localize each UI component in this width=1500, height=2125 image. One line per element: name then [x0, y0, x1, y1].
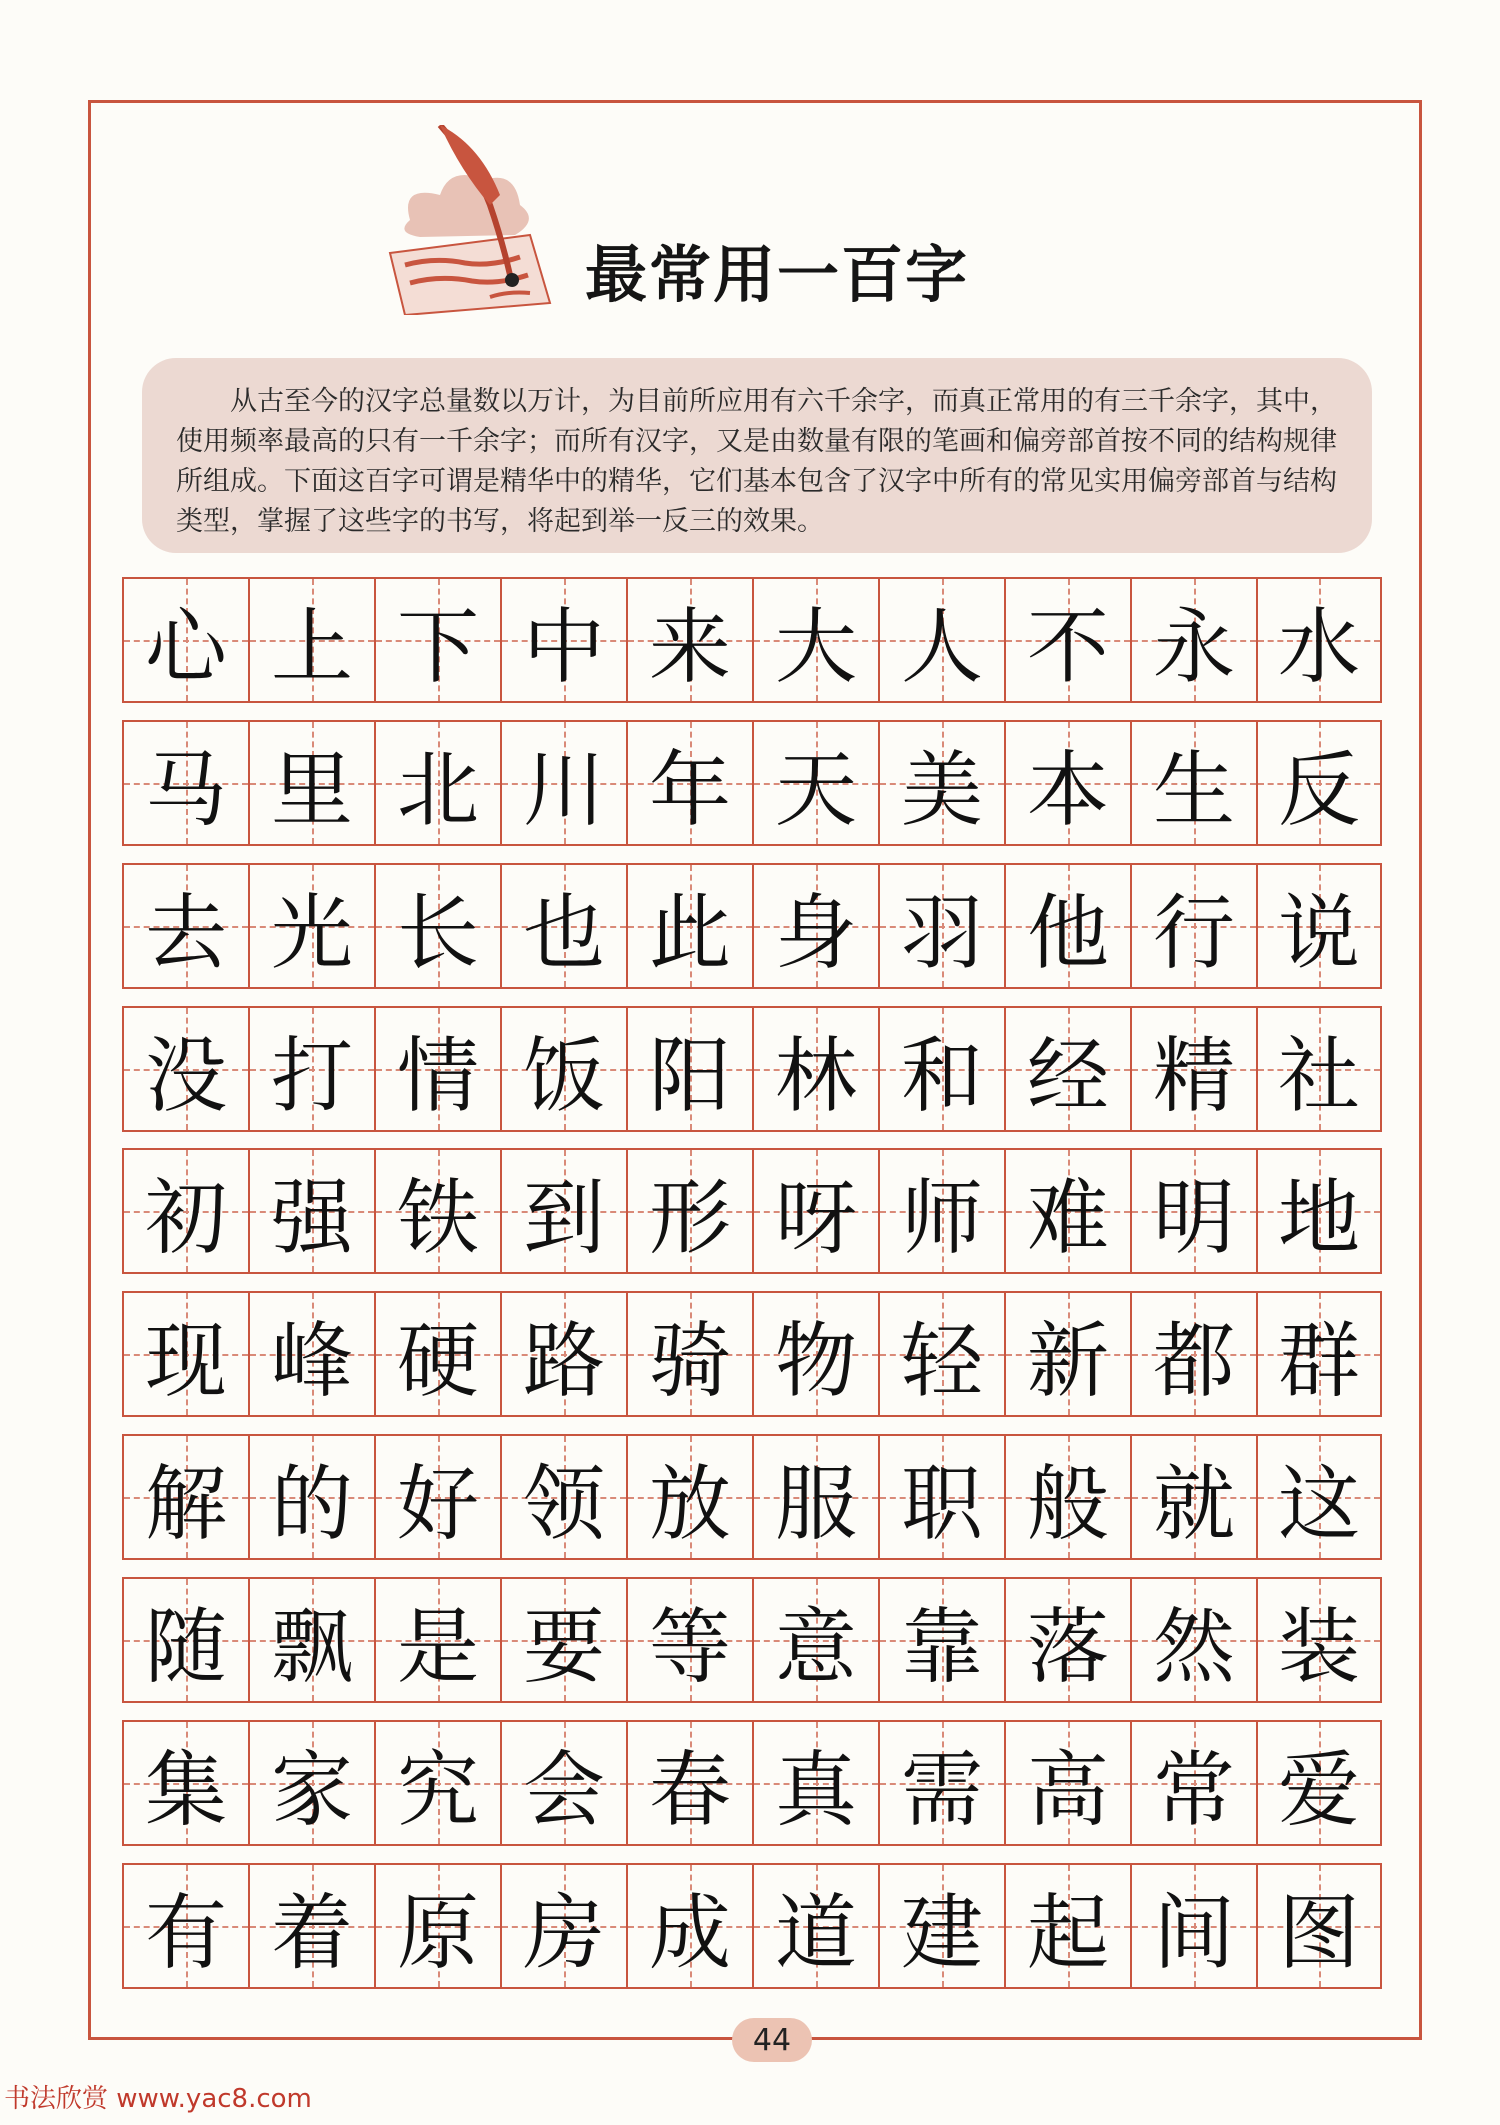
character-cell: [1256, 863, 1382, 989]
character-glyph: 他: [1026, 885, 1109, 981]
character-glyph: 新: [1026, 1313, 1109, 1409]
character-cell: [626, 1577, 752, 1703]
page-title: 最常用一百字: [585, 238, 970, 311]
character-cell: [626, 1863, 752, 1989]
character-glyph: 落: [1026, 1599, 1109, 1695]
character-cell: [878, 720, 1004, 846]
title-area: [380, 125, 1080, 325]
character-glyph: 马: [144, 742, 227, 838]
character-cell: [248, 577, 374, 703]
character-cell: [374, 1291, 500, 1417]
character-glyph: 道: [774, 1885, 857, 1981]
character-cell: [878, 1434, 1004, 1560]
character-glyph: 里: [270, 742, 353, 838]
character-glyph: 阳: [648, 1028, 731, 1124]
character-glyph: 上: [270, 599, 353, 695]
character-glyph: 说: [1277, 885, 1360, 981]
character-glyph: 需: [900, 1742, 983, 1838]
character-glyph: 到: [522, 1170, 605, 1266]
character-cell: [878, 577, 1004, 703]
character-glyph: 精: [1152, 1028, 1235, 1124]
character-glyph: 意: [774, 1599, 857, 1695]
character-glyph: 爱: [1277, 1742, 1360, 1838]
character-glyph: 和: [900, 1028, 983, 1124]
character-glyph: 起: [1026, 1885, 1109, 1981]
character-cell: [878, 1863, 1004, 1989]
character-glyph: 下: [396, 599, 479, 695]
character-glyph: 去: [144, 885, 227, 981]
character-cell: [248, 863, 374, 989]
character-glyph: 路: [522, 1313, 605, 1409]
character-cell: [248, 1720, 374, 1846]
character-glyph: 林: [774, 1028, 857, 1124]
character-glyph: 真: [774, 1742, 857, 1838]
character-glyph: 心: [144, 599, 227, 695]
character-glyph: 人: [900, 599, 983, 695]
character-glyph: 然: [1152, 1599, 1235, 1695]
character-glyph: 羽: [900, 885, 983, 981]
character-glyph: 情: [396, 1028, 479, 1124]
character-cell: [1256, 1577, 1382, 1703]
character-row: [122, 1434, 1384, 1560]
character-glyph: 美: [900, 742, 983, 838]
character-cell: [752, 1720, 878, 1846]
character-cell: [878, 1006, 1004, 1132]
character-glyph: 就: [1152, 1456, 1235, 1552]
character-glyph: 究: [396, 1742, 479, 1838]
character-cell: [1256, 1720, 1382, 1846]
quill-pen-and-paper-icon: [380, 125, 590, 315]
character-cell: [752, 577, 878, 703]
character-glyph: 的: [270, 1456, 353, 1552]
character-cell: [1130, 1434, 1256, 1560]
character-cell: [122, 720, 248, 846]
character-glyph: 领: [522, 1456, 605, 1552]
character-glyph: 家: [270, 1742, 353, 1838]
character-glyph: 师: [900, 1170, 983, 1266]
character-glyph: 明: [1152, 1170, 1235, 1266]
character-cell: [1004, 1863, 1130, 1989]
character-glyph: 地: [1277, 1170, 1360, 1266]
character-cell: [878, 1291, 1004, 1417]
character-glyph: 高: [1026, 1742, 1109, 1838]
character-glyph: 常: [1152, 1742, 1235, 1838]
character-row: [122, 577, 1384, 703]
character-cell: [122, 1434, 248, 1560]
character-glyph: 行: [1152, 885, 1235, 981]
character-glyph: 铁: [396, 1170, 479, 1266]
character-glyph: 社: [1277, 1028, 1360, 1124]
character-cell: [878, 1148, 1004, 1274]
character-glyph: 中: [522, 599, 605, 695]
character-cell: [374, 1006, 500, 1132]
character-row: [122, 1863, 1384, 1989]
character-cell: [1130, 1863, 1256, 1989]
character-glyph: 骑: [648, 1313, 731, 1409]
character-cell: [1004, 1291, 1130, 1417]
character-cell: [626, 1148, 752, 1274]
character-cell: [752, 1006, 878, 1132]
character-cell: [500, 720, 626, 846]
character-row: [122, 720, 1384, 846]
character-cell: [122, 577, 248, 703]
character-cell: [122, 1291, 248, 1417]
character-glyph: 光: [270, 885, 353, 981]
character-glyph: 好: [396, 1456, 479, 1552]
character-cell: [374, 1720, 500, 1846]
character-cell: [1256, 1863, 1382, 1989]
character-cell: [752, 1291, 878, 1417]
character-cell: [626, 1291, 752, 1417]
character-cell: [1130, 1577, 1256, 1703]
character-glyph: 装: [1277, 1599, 1360, 1695]
character-cell: [248, 720, 374, 846]
character-cell: [500, 1291, 626, 1417]
character-glyph: 解: [144, 1456, 227, 1552]
character-glyph: 等: [648, 1599, 731, 1695]
character-cell: [122, 1720, 248, 1846]
character-glyph: 生: [1152, 742, 1235, 838]
character-cell: [1004, 1434, 1130, 1560]
character-cell: [122, 1006, 248, 1132]
character-cell: [248, 1434, 374, 1560]
character-glyph: 这: [1277, 1456, 1360, 1552]
character-row: [122, 1291, 1384, 1417]
character-glyph: 原: [396, 1885, 479, 1981]
character-glyph: 靠: [900, 1599, 983, 1695]
character-glyph: 群: [1277, 1313, 1360, 1409]
character-cell: [1256, 1006, 1382, 1132]
character-cell: [500, 1577, 626, 1703]
character-glyph: 天: [774, 742, 857, 838]
character-cell: [1256, 1148, 1382, 1274]
character-cell: [374, 1148, 500, 1274]
character-cell: [1004, 863, 1130, 989]
character-cell: [752, 863, 878, 989]
character-glyph: 长: [396, 885, 479, 981]
character-cell: [122, 863, 248, 989]
character-glyph: 现: [144, 1313, 227, 1409]
character-cell: [1004, 1148, 1130, 1274]
character-cell: [626, 1720, 752, 1846]
character-row: [122, 1006, 1384, 1132]
character-glyph: 年: [648, 742, 731, 838]
character-glyph: 形: [648, 1170, 731, 1266]
intro-paragraph: 从古至今的汉字总量数以万计，为目前所应用有六千余字，而真正常用的有三千余字，其中，使用频率最高的只有一千余字；而所有汉字，又是由数量有限的笔画和偏旁部首按不同的结构规律所组成。下面这百字可谓是精华中的精华，它们基本包含了汉字中所有的常见实用偏旁部首与结构类型，掌握了这些字的书写，将起到举一反三的效果。: [142, 358, 1372, 553]
character-cell: [1130, 1720, 1256, 1846]
character-cell: [122, 1148, 248, 1274]
character-cell: [1004, 1720, 1130, 1846]
character-glyph: 硬: [396, 1313, 479, 1409]
character-glyph: 放: [648, 1456, 731, 1552]
character-glyph: 职: [900, 1456, 983, 1552]
character-glyph: 本: [1026, 742, 1109, 838]
character-cell: [500, 577, 626, 703]
character-glyph: 建: [900, 1885, 983, 1981]
character-glyph: 春: [648, 1742, 731, 1838]
character-row: [122, 1148, 1384, 1274]
page-number: 44: [732, 2018, 812, 2062]
character-cell: [626, 1006, 752, 1132]
character-cell: [626, 577, 752, 703]
character-glyph: 都: [1152, 1313, 1235, 1409]
character-cell: [374, 1434, 500, 1560]
character-cell: [1256, 1434, 1382, 1560]
character-cell: [500, 1006, 626, 1132]
character-cell: [1256, 720, 1382, 846]
character-cell: [752, 720, 878, 846]
character-glyph: 着: [270, 1885, 353, 1981]
character-cell: [752, 1863, 878, 1989]
character-glyph: 初: [144, 1170, 227, 1266]
character-cell: [1256, 577, 1382, 703]
character-cell: [374, 720, 500, 846]
character-cell: [248, 1863, 374, 1989]
watermark: 书法欣赏 www.yac8.com: [4, 2084, 312, 2114]
character-cell: [500, 1434, 626, 1560]
character-glyph: 打: [270, 1028, 353, 1124]
character-cell: [626, 720, 752, 846]
character-cell: [1130, 1291, 1256, 1417]
character-glyph: 来: [648, 599, 731, 695]
character-cell: [500, 863, 626, 989]
character-cell: [1004, 720, 1130, 846]
character-glyph: 有: [144, 1885, 227, 1981]
character-glyph: 成: [648, 1885, 731, 1981]
character-cell: [752, 1148, 878, 1274]
character-cell: [374, 863, 500, 989]
character-cell: [500, 1720, 626, 1846]
character-cell: [248, 1006, 374, 1132]
character-practice-grid: [122, 577, 1384, 1982]
character-glyph: 是: [396, 1599, 479, 1695]
character-glyph: 轻: [900, 1313, 983, 1409]
character-glyph: 峰: [270, 1313, 353, 1409]
character-cell: [878, 1577, 1004, 1703]
character-cell: [374, 1863, 500, 1989]
character-glyph: 服: [774, 1456, 857, 1552]
character-glyph: 经: [1026, 1028, 1109, 1124]
character-cell: [1130, 577, 1256, 703]
character-glyph: 反: [1277, 742, 1360, 838]
character-cell: [1004, 1006, 1130, 1132]
character-glyph: 大: [774, 599, 857, 695]
character-cell: [122, 1863, 248, 1989]
character-cell: [248, 1577, 374, 1703]
character-cell: [122, 1577, 248, 1703]
character-glyph: 不: [1026, 599, 1109, 695]
character-cell: [626, 1434, 752, 1560]
character-glyph: 也: [522, 885, 605, 981]
character-cell: [374, 1577, 500, 1703]
character-row: [122, 863, 1384, 989]
character-glyph: 图: [1277, 1885, 1360, 1981]
character-cell: [1130, 863, 1256, 989]
character-cell: [248, 1291, 374, 1417]
character-glyph: 难: [1026, 1170, 1109, 1266]
character-glyph: 身: [774, 885, 857, 981]
character-glyph: 永: [1152, 599, 1235, 695]
character-glyph: 呀: [774, 1170, 857, 1266]
character-glyph: 没: [144, 1028, 227, 1124]
character-glyph: 川: [522, 742, 605, 838]
character-cell: [1004, 577, 1130, 703]
character-glyph: 般: [1026, 1456, 1109, 1552]
character-glyph: 间: [1152, 1885, 1235, 1981]
character-cell: [500, 1148, 626, 1274]
character-row: [122, 1577, 1384, 1703]
character-glyph: 北: [396, 742, 479, 838]
character-cell: [878, 1720, 1004, 1846]
character-glyph: 房: [522, 1885, 605, 1981]
character-glyph: 饭: [522, 1028, 605, 1124]
character-glyph: 随: [144, 1599, 227, 1695]
character-cell: [626, 863, 752, 989]
character-glyph: 强: [270, 1170, 353, 1266]
character-cell: [248, 1148, 374, 1274]
character-glyph: 水: [1277, 599, 1360, 695]
character-cell: [878, 863, 1004, 989]
character-glyph: 会: [522, 1742, 605, 1838]
character-glyph: 飘: [270, 1599, 353, 1695]
character-cell: [1256, 1291, 1382, 1417]
character-cell: [1130, 1148, 1256, 1274]
character-cell: [500, 1863, 626, 1989]
character-glyph: 集: [144, 1742, 227, 1838]
character-cell: [1130, 720, 1256, 846]
character-cell: [374, 577, 500, 703]
character-glyph: 此: [648, 885, 731, 981]
character-cell: [752, 1577, 878, 1703]
character-cell: [1130, 1006, 1256, 1132]
character-cell: [752, 1434, 878, 1560]
character-cell: [1004, 1577, 1130, 1703]
character-row: [122, 1720, 1384, 1846]
character-glyph: 物: [774, 1313, 857, 1409]
character-glyph: 要: [522, 1599, 605, 1695]
